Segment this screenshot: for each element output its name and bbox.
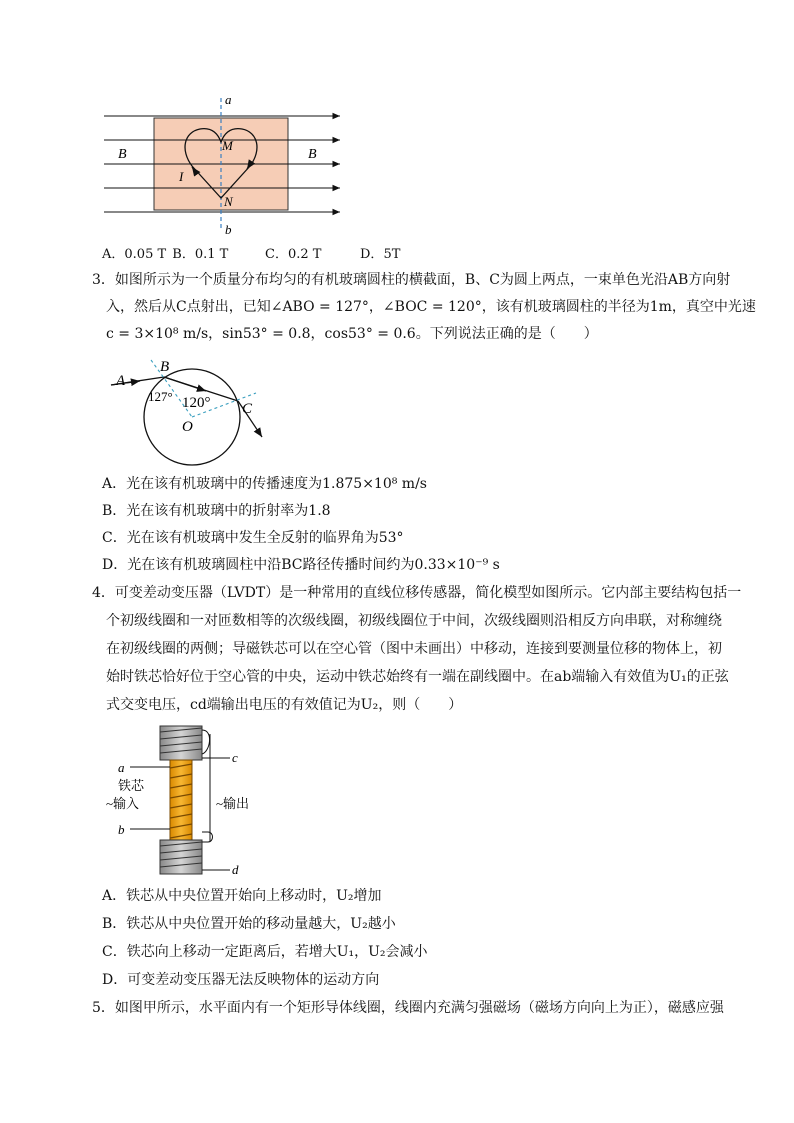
label-d: d [232,862,239,877]
q4-option-d: D．可变差动变压器无法反映物体的运动方向 [102,972,380,988]
q3-option-b: B．光在该有机玻璃中的折射率为1.8 [102,503,331,519]
q4-stem-line-1: 4．可变差动变压器（LVDT）是一种常用的直线位移传感器，简化模型如图所示。它内部主要结构包括一 [92,585,742,601]
q3-option-a: A．光在该有机玻璃中的传播速度为1.875×10⁸ m/s [102,476,427,492]
label-O: O [182,419,193,435]
label-B-left: B [118,147,127,162]
label-N: N [224,194,233,209]
q4-stem-line-5: 式交变电压，cd端输出电压的有效值记为U₂，则（ ） [106,697,463,713]
q4-stem-line-4: 始时铁芯恰好位于空心管的中央，运动中铁芯始终有一端在副线圈中。在ab端输入有效值为U₁的正弦 [106,669,729,685]
magnetic-field-heart-figure [96,90,356,240]
q2-options [102,243,401,262]
q4-option-b: B．铁芯从中央位置开始的移动量越大，U₂越小 [102,916,396,932]
q3-option-c: C．光在该有机玻璃中发生全反射的临界角为53° [102,530,404,546]
label-C: C [242,401,253,417]
q4-option-c: C．铁芯向上移动一定距离后，若增大U₁，U₂会减小 [102,944,428,960]
label-core: 铁芯 [118,778,145,793]
label-B-right: B [308,147,317,162]
label-output: ~输出 [216,796,250,811]
label-M: M [222,138,233,153]
q2-option-b: B．0.1 T [172,247,229,262]
label-b: b [225,222,232,237]
q3-stem-line-2: 入，然后从C点射出，已知∠ABO = 127°，∠BOC = 120°，该有机玻璃圆柱的半径为1m，真空中光速 [106,299,756,315]
q4-option-a: A．铁芯从中央位置开始向上移动时，U₂增加 [102,888,382,904]
q4-stem-line-3: 在初级线圈的两侧；导磁铁芯可以在空心管（图中未画出）中移动，连接到要测量位移的物体上，初 [106,641,722,657]
label-B: B [160,359,170,375]
q3-option-d: D．光在该有机玻璃圆柱中沿BC路径传播时间约为0.33×10⁻⁹ s [102,557,500,573]
q2-option-d: D．5T [360,247,401,262]
angle-127: 127° [148,389,173,404]
label-input: ~输入 [106,796,140,811]
q3-stem-line-3: c = 3×10⁸ m/s，sin53° = 0.8，cos53° = 0.6。下列说法正确的是（ ） [106,326,598,342]
glass-cylinder-figure [106,355,276,475]
label-I: I [179,169,184,184]
q3-stem-line-1: 3．如图所示为一个质量分布均匀的有机玻璃圆柱的横截面，B、C为圆上两点，一束单色光沿AB方向射 [92,272,731,288]
label-a: a [225,92,232,107]
q5-stem-line-1: 5．如图甲所示，水平面内有一个矩形导体线圈，线圈内充满匀强磁场（磁场方向向上为正），磁感应强 [92,1000,724,1016]
q4-stem-line-2: 个初级线圈和一对匝数相等的次级线圈，初级线圈位于中间，次级线圈则沿相反方向串联，对称缠绕 [106,613,722,629]
angle-120: 120° [182,395,211,411]
lvdt-figure [106,722,270,878]
q2-option-c: C．0.2 T [265,247,322,262]
label-c: c [232,750,238,765]
label-b: b [118,822,125,837]
q2-option-a: A．0.05 T [102,247,167,262]
label-a: a [118,760,125,775]
label-A: A [116,373,126,389]
